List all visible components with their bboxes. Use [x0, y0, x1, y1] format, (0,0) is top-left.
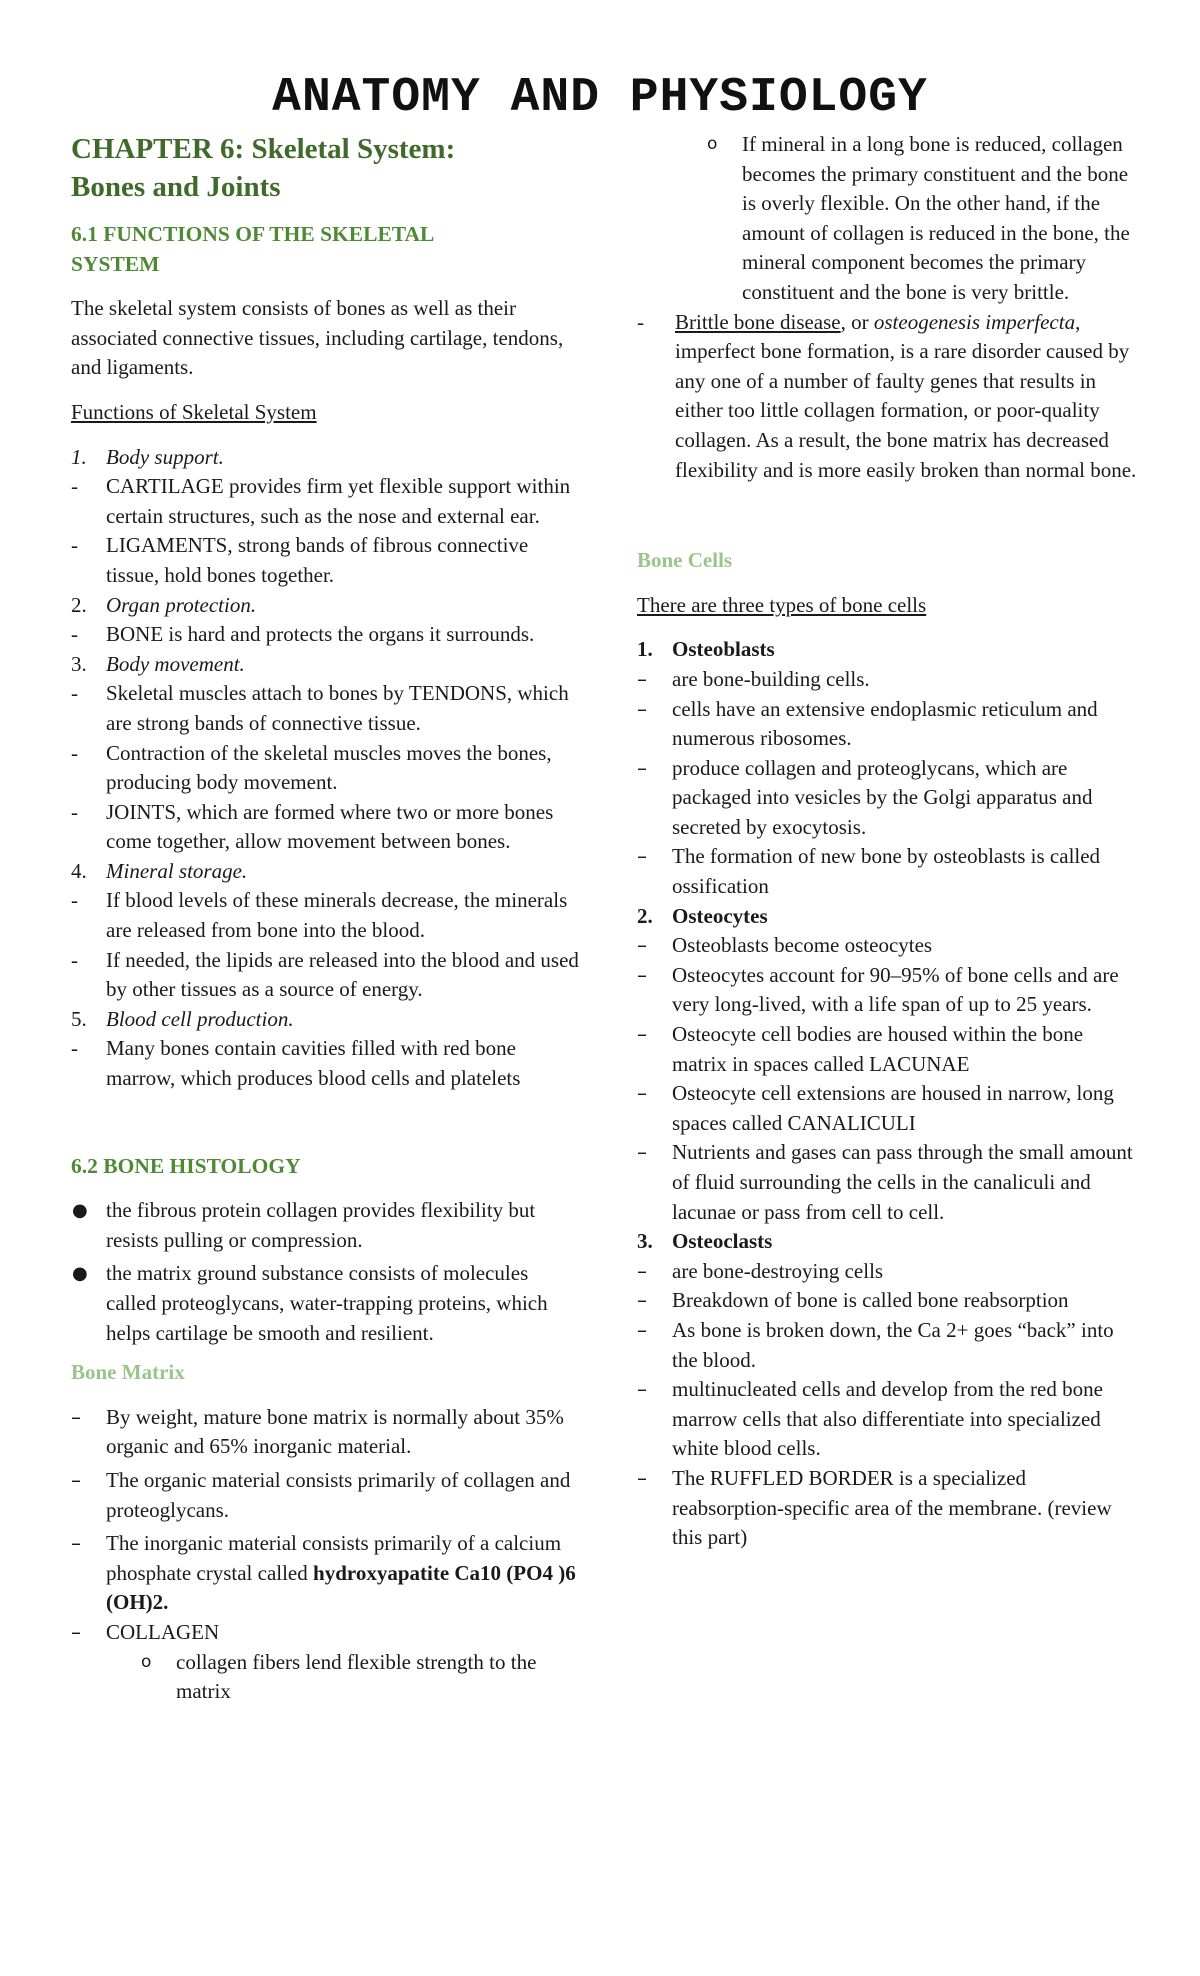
cell-type: 3. Osteoclasts [637, 1229, 773, 1254]
list-item: – are bone-destroying cells [637, 1258, 884, 1283]
list-item: - BONE is hard and protects the organs it surrounds. [71, 622, 535, 647]
right-column [637, 130, 1137, 1553]
list-item: - LIGAMENTS, strong bands of fibrous connective tissue, hold bones together. [71, 533, 529, 587]
list-item: - Brittle bone disease, or osteogenesis imperfecta, imperfect bone formation, is a rare disorder caused by any one of a number of faulty genes that results in either too little collagen formation, or poor-quality collagen. As a result, the bone matrix has decreased flexibility and is more easily broken than normal bone. [637, 309, 1137, 482]
document-title: ANATOMY AND PHYSIOLOGY [272, 71, 928, 125]
list-item: - JOINTS, which are formed where two or more bones come together, allow movement between bones. [71, 799, 554, 854]
list-item: – As bone is broken down, the Ca 2+ goes “back” into the blood. [637, 1317, 1114, 1372]
subheading-bone-cells: Bone Cells [637, 548, 733, 573]
list-item: – cells have an extensive endoplasmic reticulum and numerous ribosomes. [637, 696, 1098, 751]
bullet-icon: ● [72, 1200, 88, 1222]
list-item: - CARTILAGE provides firm yet flexible support within certain structures, such as the nose and external ear. [71, 474, 571, 528]
function-item: 1. Body support. [71, 444, 224, 469]
bullet-item: ● the matrix ground substance consists of molecules called proteoglycans, water-trapping proteins, which helps cartilage be smooth and resilient. [72, 1261, 548, 1345]
subheading-bone-matrix: Bone Matrix [71, 1360, 185, 1385]
list-item: – The RUFFLED BORDER is a specialized reabsorption-specific area of the membrane. (review this part) [637, 1465, 1112, 1550]
cell-type: 1. Osteoblasts [637, 637, 775, 662]
sub-list-item: o collagen fibers lend flexible strength to the matrix [141, 1649, 537, 1704]
bullet-icon: ● [72, 1263, 88, 1285]
list-item: – Osteocytes account for 90–95% of bone cells and are very long-lived, with a life span of up to 25 years. [637, 962, 1119, 1017]
list-item: - Many bones contain cavities filled with red bone marrow, which produces blood cells and platelets [71, 1036, 521, 1091]
function-item: 5. Blood cell production. [71, 1006, 294, 1031]
function-item: 2. Organ protection. [71, 592, 257, 617]
chapter-heading: CHAPTER 6: Skeletal System: Bones and Joints [71, 133, 456, 203]
functions-label: Functions of Skeletal System [71, 399, 317, 424]
cell-type: 2. Osteocytes [637, 903, 768, 928]
formula: hydroxyapatite Ca10 (PO4 )6 (OH)2. [106, 1560, 576, 1615]
list-item: – The organic material consists primarily of collagen and proteoglycans. [71, 1467, 571, 1522]
section-heading-6-1: 6.1 FUNCTIONS OF THE SKELETAL SYSTEM [71, 222, 435, 276]
list-item: – The formation of new bone by osteoblasts is called ossification [637, 844, 1101, 899]
section-heading-6-2: 6.2 BONE HISTOLOGY [71, 1153, 301, 1178]
list-item: - If blood levels of these minerals decrease, the minerals are released from bone into the blood. [71, 888, 568, 943]
list-item: – Osteoblasts become osteocytes [637, 933, 933, 958]
list-item: - Contraction of the skeletal muscles moves the bones, producing body movement. [71, 740, 552, 795]
list-item: – Breakdown of bone is called bone reabsorption [637, 1288, 1069, 1313]
list-item: - Skeletal muscles attach to bones by TENDONS, which are strong bands of connective tissue. [71, 681, 569, 735]
function-item: 3. Body movement. [71, 651, 245, 676]
list-item: – By weight, mature bone matrix is normally about 35% organic and 65% inorganic material. [71, 1404, 564, 1459]
term-brittle-bone-disease: Brittle bone disease [675, 309, 841, 334]
list-item: – Osteocyte cell bodies are housed within the bone matrix in spaces called LACUNAE [637, 1022, 1084, 1076]
list-item: – Nutrients and gases can pass through the small amount of fluid surrounding the cells in the canaliculi and lacunae or pass from cell to cell. [637, 1140, 1133, 1224]
bullet-item: ● the fibrous protein collagen provides flexibility but resists pulling or compression. [72, 1198, 536, 1252]
function-item: 4. Mineral storage. [71, 858, 248, 883]
list-item: – are bone-building cells. [637, 666, 870, 691]
list-item: – multinucleated cells and develop from the red bone marrow cells that also differentiate into specialized white blood cells. [637, 1377, 1103, 1461]
list-item: – produce collagen and proteoglycans, which are packaged into vesicles by the Golgi apparatus and secreted by exocytosis. [637, 755, 1093, 839]
bone-cells-intro: There are three types of bone cells [637, 592, 927, 617]
list-item: – COLLAGEN [71, 1619, 220, 1644]
sub-list-item: o If mineral in a long bone is reduced, collagen becomes the primary constituent and the bone is overly flexible. On the other hand, if the amount of collagen is reduced in the bone, the mineral component becomes the primary constituent and the bone is very brittle. [707, 132, 1130, 304]
intro-paragraph: The skeletal system consists of bones as well as their associated connective tissues, including cartilage, tendons, and ligaments. [71, 296, 564, 380]
left-column [71, 130, 581, 1707]
list-item: – The inorganic material consists primarily of a calcium phosphate crystal called hydroxyapatite Ca10 (PO4 )6 (OH)2. [71, 1531, 576, 1615]
list-item: - If needed, the lipids are released into the blood and used by other tissues as a source of energy. [71, 947, 579, 1002]
list-item: – Osteocyte cell extensions are housed in narrow, long spaces called CANALICULI [637, 1081, 1114, 1135]
